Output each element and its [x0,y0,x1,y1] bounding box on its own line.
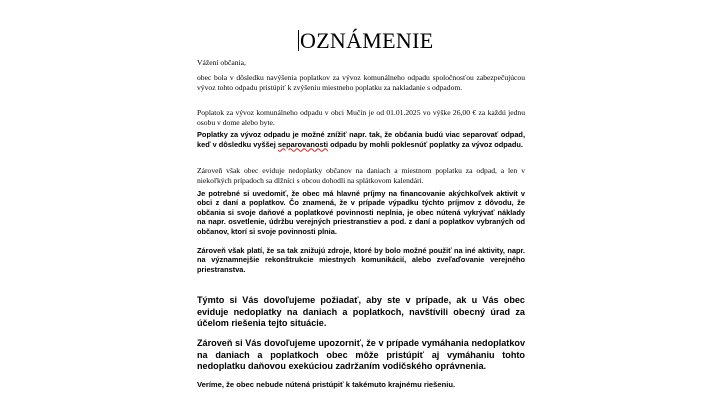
paragraph-4: Zároveň však obec eviduje nedoplatky občanov na daniach a miestnom poplatku za odpad, a len v niekoľkých prípadoch sa dlžníci s obcou dohodli na splátkovom kalendári. [197,166,525,185]
paragraph-7: Týmto si Vás dovoľujeme požiadať, aby ste v prípade, ak u Vás obec eviduje nedoplatky na daniach a poplatkoch, navštívili obecný úrad za účelom riešenia tejto situácie. [197,295,525,329]
greeting: Vážení občania, [197,58,246,67]
paragraph-1: obec bola v dôsledku navýšenia poplatkov za vývoz komunálneho odpadu spoločnosťou zabezpečujúcou vývoz tohto odpadu pristúpiť k zvýšeniu miestneho poplatku za nakladanie s odpadom. [197,73,525,92]
paragraph-3-start: Poplatky za vývoz odpadu je možné znížiť napr. tak, že občania budú viac separovať odpad, keď v dôsledku vyššej [197,130,525,149]
paragraph-2: Poplatok za vývoz komunálneho odpadu v obci Mučín je od 01.01.2025 vo výške 26,00 € za každú jednu osobu v dome alebo byte. [197,108,525,127]
document-title [298,28,434,54]
paragraph-6: Zároveň však platí, že sa tak znižujú zdroje, ktoré by bolo možné použiť na iné aktivity, napr. na významnejšie rekonštrukcie miestnych komunikácií, alebo zveľaďovanie verejného priestranstva. [197,246,525,274]
text-cursor [298,30,299,51]
paragraph-3 [197,130,525,149]
paragraph-9: Veríme, že obec nebude nútená pristúpiť k takémuto krajnému riešeniu. [197,380,456,389]
paragraph-3-end: odpadu by mohli poklesnúť poplatky za vývoz odpadu. [328,139,523,149]
title-text: OZNÁMENIE [300,28,434,53]
paragraph-5: Je potrebné si uvedomiť, že obec má hlavné príjmy na financovanie akýchkoľvek aktivít v obci z daní a poplatkov. Čo znamená, že v prípade výpadku týchto príjmov z dôvodu, že občania si svoje daňové a poplatkové povinnosti neplnia, je obec nútená vykrývať náklady na napr. osvetlenie, údržbu verejných priestranstiev a pod. z daní a poplatkov vybraných od občanov, ktorí si svoje povinnosti plnia. [197,189,525,236]
paragraph-8: Zároveň si Vás dovoľujeme upozorniť, že v prípade vymáhania nedoplatkov na daniach a poplatkoch obec môže pristúpiť aj vymáhaniu tohto nedoplatku daňovou exekúciou zadržaním vodičského oprávnenia. [197,338,525,372]
spellcheck-marked-word: separovanosti [277,139,329,149]
